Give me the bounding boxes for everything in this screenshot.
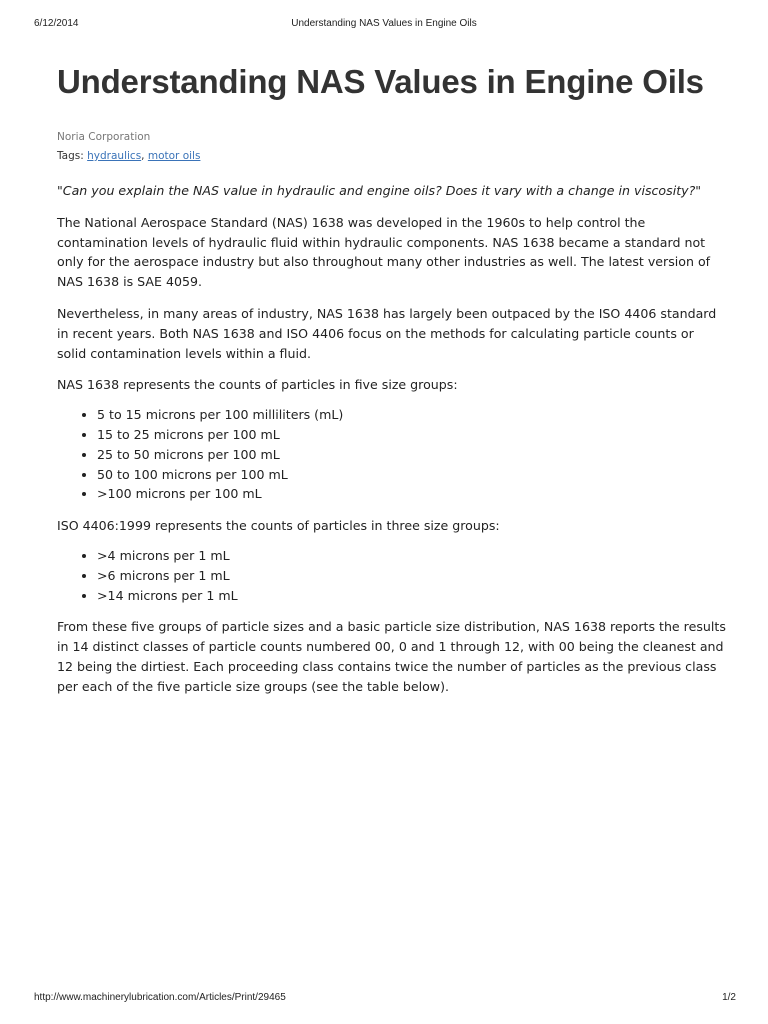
nas-size-groups-list bbox=[57, 405, 727, 504]
iso-intro: ISO 4406:1999 represents the counts of particles in three size groups: bbox=[57, 518, 500, 534]
list-item: • >6 microns per 1 mL bbox=[97, 566, 727, 586]
list-item: • >100 microns per 100 mL bbox=[97, 484, 727, 504]
paragraph: The National Aerospace Standard (NAS) 1638 was developed in the 1960s to help control the contamination levels of hydraulic fluid within hydraulic components. NAS 1638 became a standard not only for the aerospace industry but also throughout many other industries as well. The latest version of NAS 1638 is SAE 4059. bbox=[57, 214, 711, 290]
print-header bbox=[0, 18, 768, 32]
list-item: • 25 to 50 microns per 100 mL bbox=[97, 445, 727, 465]
tags-line bbox=[57, 149, 727, 163]
paragraph: Nevertheless, in many areas of industry, NAS 1638 has largely been outpaced by the ISO 4406 standard in recent years. Both NAS 1638 and ISO 4406 focus on the methods for calculating particle counts or solid contamination levels within a fluid. bbox=[57, 305, 717, 361]
tag-separator: , bbox=[141, 150, 145, 162]
print-title: Understanding NAS Values in Engine Oils bbox=[291, 18, 477, 29]
page-number: 1/2 bbox=[722, 992, 736, 1003]
print-url: http://www.machinerylubrication.com/Articles/Print/29465 bbox=[34, 992, 286, 1003]
list-item: • 5 to 15 microns per 100 milliliters (mL) bbox=[97, 405, 727, 425]
list-item: • 15 to 25 microns per 100 mL bbox=[97, 425, 727, 445]
list-item: • >4 microns per 1 mL bbox=[97, 546, 727, 566]
tag-link-motor-oils[interactable]: motor oils bbox=[147, 150, 201, 162]
print-footer bbox=[0, 992, 768, 1006]
list-item: • 50 to 100 microns per 100 mL bbox=[97, 465, 727, 485]
reader-question: "Can you explain the NAS value in hydraulic and engine oils? Does it vary with a change in viscosity?" bbox=[57, 183, 702, 198]
tag-link-hydraulics[interactable]: hydraulics bbox=[87, 150, 142, 162]
tags-label: Tags: bbox=[57, 150, 84, 162]
page-title: Understanding NAS Values in Engine Oils bbox=[57, 63, 704, 100]
paragraph: From these five groups of particle sizes and a basic particle size distribution, NAS 1638 reports the results in 14 distinct classes of particle counts numbered 00, 0 and 1 through 12, with 00 being the cleanest and 12 being the dirtiest. Each proceeding class contains twice the number of particles as the previous class per each of the five particle size groups (see the table below). bbox=[57, 619, 726, 694]
iso-size-groups-list bbox=[57, 546, 727, 605]
print-date: 6/12/2014 bbox=[34, 18, 79, 29]
author: Noria Corporation bbox=[57, 131, 151, 143]
nas-intro: NAS 1638 represents the counts of particles in five size groups: bbox=[57, 377, 458, 393]
list-item: • >14 microns per 1 mL bbox=[97, 586, 727, 606]
article bbox=[57, 60, 727, 697]
